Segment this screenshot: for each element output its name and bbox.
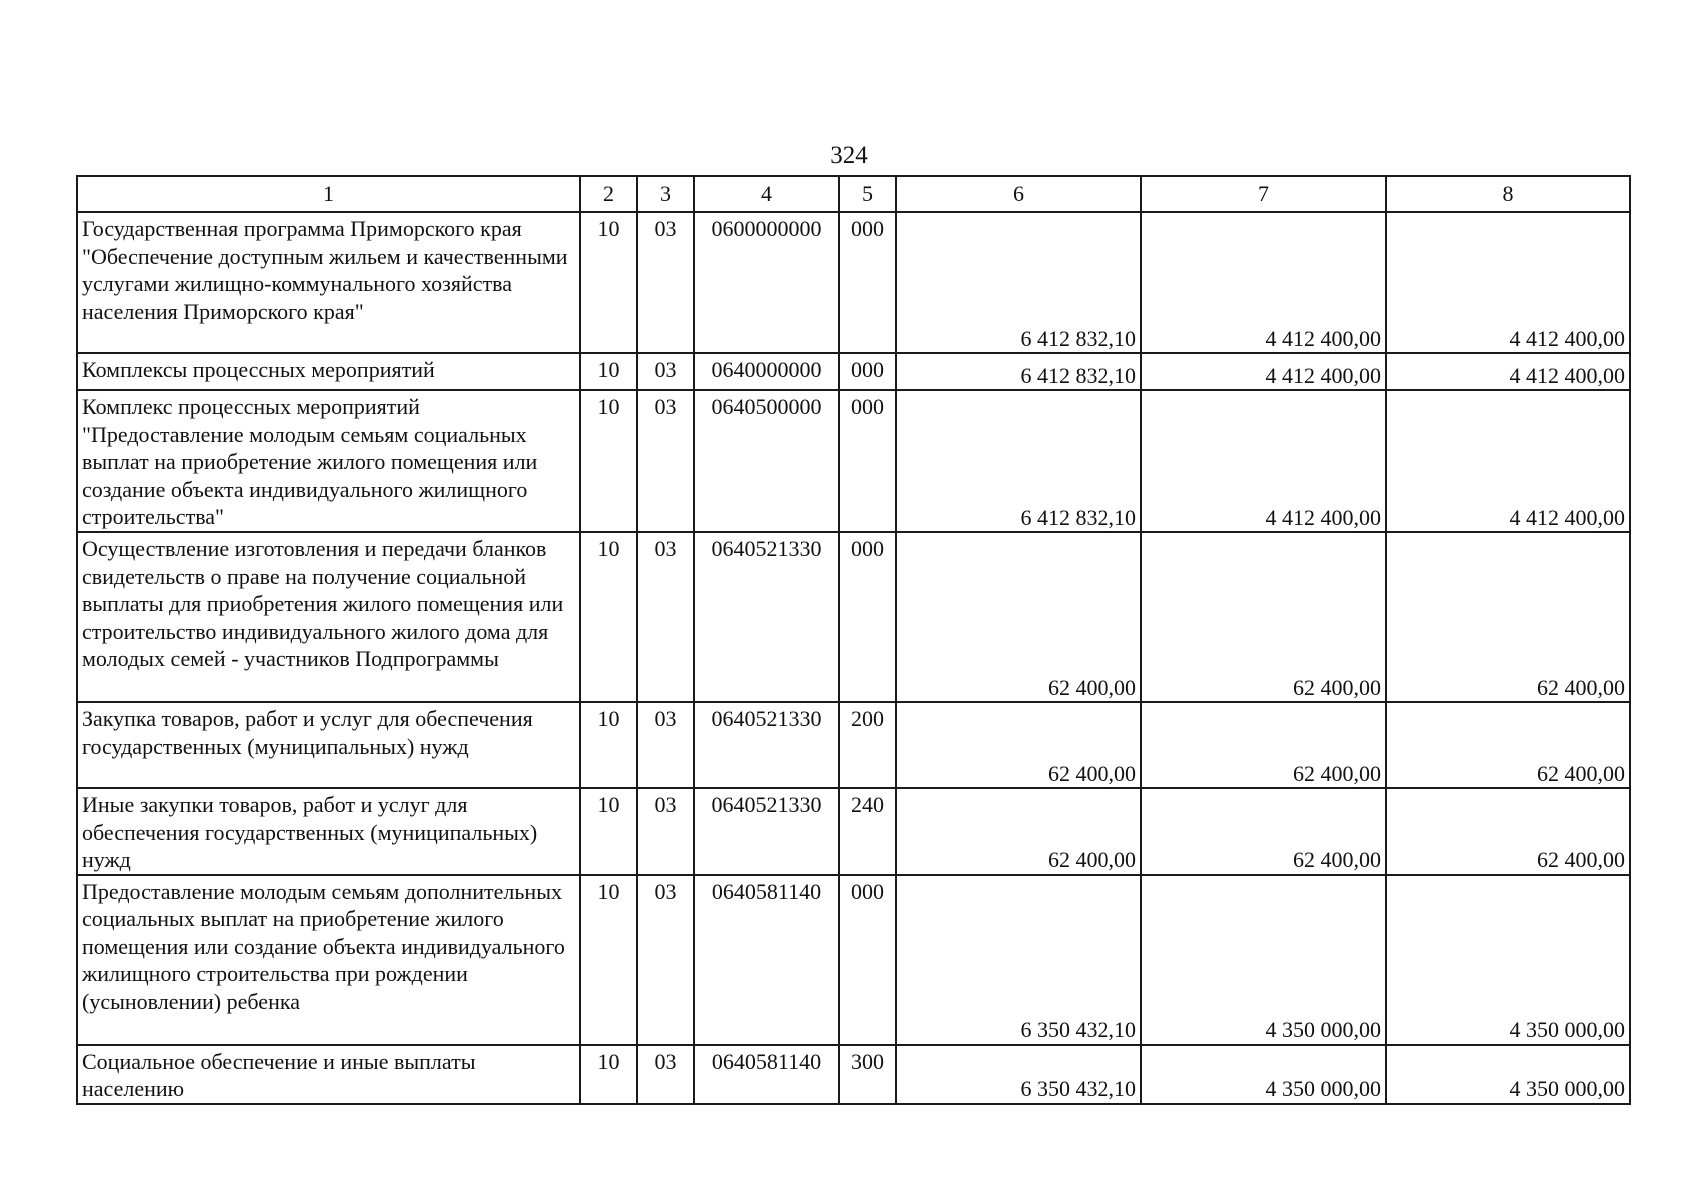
row-section: 10 (580, 390, 637, 532)
budget-table (76, 175, 1631, 1105)
header-cell-8: 8 (1386, 176, 1630, 212)
row-amount-8: 4 350 000,00 (1386, 1045, 1630, 1104)
row-amount-6: 62 400,00 (896, 788, 1141, 875)
row-amount-6: 62 400,00 (896, 532, 1141, 702)
row-subsection: 03 (637, 532, 694, 702)
table-row (77, 788, 1630, 875)
row-target-code: 0640521330 (694, 788, 839, 875)
row-section: 10 (580, 353, 637, 390)
header-cell-6: 6 (896, 176, 1141, 212)
row-amount-7: 62 400,00 (1141, 532, 1386, 702)
header-cell-1: 1 (77, 176, 580, 212)
row-name: Предоставление молодым семьям дополнительных социальных выплат на приобретение жилого помещения или создание объекта индивидуального жилищного строительства при рождении (усыновлении) ребенка (77, 875, 580, 1045)
table-row (77, 390, 1630, 532)
row-section: 10 (580, 1045, 637, 1104)
row-expense-type: 200 (839, 702, 896, 788)
row-expense-type: 000 (839, 875, 896, 1045)
row-name: Комплексы процессных мероприятий (77, 353, 580, 390)
row-section: 10 (580, 532, 637, 702)
header-cell-3: 3 (637, 176, 694, 212)
row-amount-6: 6 412 832,10 (896, 353, 1141, 390)
row-amount-6: 62 400,00 (896, 702, 1141, 788)
row-subsection: 03 (637, 702, 694, 788)
row-amount-7: 62 400,00 (1141, 702, 1386, 788)
row-name: Государственная программа Приморского края "Обеспечение доступным жильем и качественными услугами жилищно-коммунального хозяйства населения Приморского края" (77, 212, 580, 353)
row-amount-6: 6 412 832,10 (896, 390, 1141, 532)
row-amount-6: 6 412 832,10 (896, 212, 1141, 353)
row-subsection: 03 (637, 788, 694, 875)
row-amount-7: 4 412 400,00 (1141, 353, 1386, 390)
table-row (77, 875, 1630, 1045)
table-row (77, 353, 1630, 390)
row-amount-8: 62 400,00 (1386, 532, 1630, 702)
row-amount-7: 4 350 000,00 (1141, 1045, 1386, 1104)
row-target-code: 0640581140 (694, 1045, 839, 1104)
header-cell-7: 7 (1141, 176, 1386, 212)
row-expense-type: 300 (839, 1045, 896, 1104)
row-target-code: 0640500000 (694, 390, 839, 532)
header-cell-5: 5 (839, 176, 896, 212)
row-subsection: 03 (637, 1045, 694, 1104)
row-section: 10 (580, 788, 637, 875)
table-row (77, 1045, 1630, 1104)
row-name: Социальное обеспечение и иные выплаты населению (77, 1045, 580, 1104)
row-name: Комплекс процессных мероприятий "Предоставление молодым семьям социальных выплат на приобретение жилого помещения или создание объекта индивидуального жилищного строительства" (77, 390, 580, 532)
row-expense-type: 000 (839, 212, 896, 353)
row-target-code: 0640581140 (694, 875, 839, 1045)
row-amount-8: 62 400,00 (1386, 788, 1630, 875)
row-name: Закупка товаров, работ и услуг для обеспечения государственных (муниципальных) нужд (77, 702, 580, 788)
row-amount-6: 6 350 432,10 (896, 875, 1141, 1045)
row-section: 10 (580, 702, 637, 788)
table-row (77, 532, 1630, 702)
row-amount-7: 62 400,00 (1141, 788, 1386, 875)
row-amount-8: 4 412 400,00 (1386, 390, 1630, 532)
row-target-code: 0640521330 (694, 532, 839, 702)
row-section: 10 (580, 212, 637, 353)
row-amount-8: 62 400,00 (1386, 702, 1630, 788)
row-amount-6: 6 350 432,10 (896, 1045, 1141, 1104)
row-expense-type: 000 (839, 532, 896, 702)
page-number: 324 (830, 142, 868, 169)
row-subsection: 03 (637, 212, 694, 353)
row-amount-8: 4 350 000,00 (1386, 875, 1630, 1045)
row-target-code: 0600000000 (694, 212, 839, 353)
row-expense-type: 240 (839, 788, 896, 875)
header-cell-4: 4 (694, 176, 839, 212)
row-expense-type: 000 (839, 353, 896, 390)
header-row (77, 176, 1630, 212)
row-amount-7: 4 412 400,00 (1141, 390, 1386, 532)
row-target-code: 0640000000 (694, 353, 839, 390)
table-row (77, 212, 1630, 353)
row-section: 10 (580, 875, 637, 1045)
row-amount-7: 4 350 000,00 (1141, 875, 1386, 1045)
header-cell-2: 2 (580, 176, 637, 212)
row-subsection: 03 (637, 390, 694, 532)
row-subsection: 03 (637, 875, 694, 1045)
row-amount-8: 4 412 400,00 (1386, 212, 1630, 353)
row-amount-8: 4 412 400,00 (1386, 353, 1630, 390)
row-name: Иные закупки товаров, работ и услуг для обеспечения государственных (муниципальных) нужд (77, 788, 580, 875)
row-name: Осуществление изготовления и передачи бланков свидетельств о праве на получение социальной выплаты для приобретения жилого помещения или строительство индивидуального жилого дома для молодых семей - участников Подпрограммы (77, 532, 580, 702)
row-subsection: 03 (637, 353, 694, 390)
row-target-code: 0640521330 (694, 702, 839, 788)
row-expense-type: 000 (839, 390, 896, 532)
table-row (77, 702, 1630, 788)
row-amount-7: 4 412 400,00 (1141, 212, 1386, 353)
